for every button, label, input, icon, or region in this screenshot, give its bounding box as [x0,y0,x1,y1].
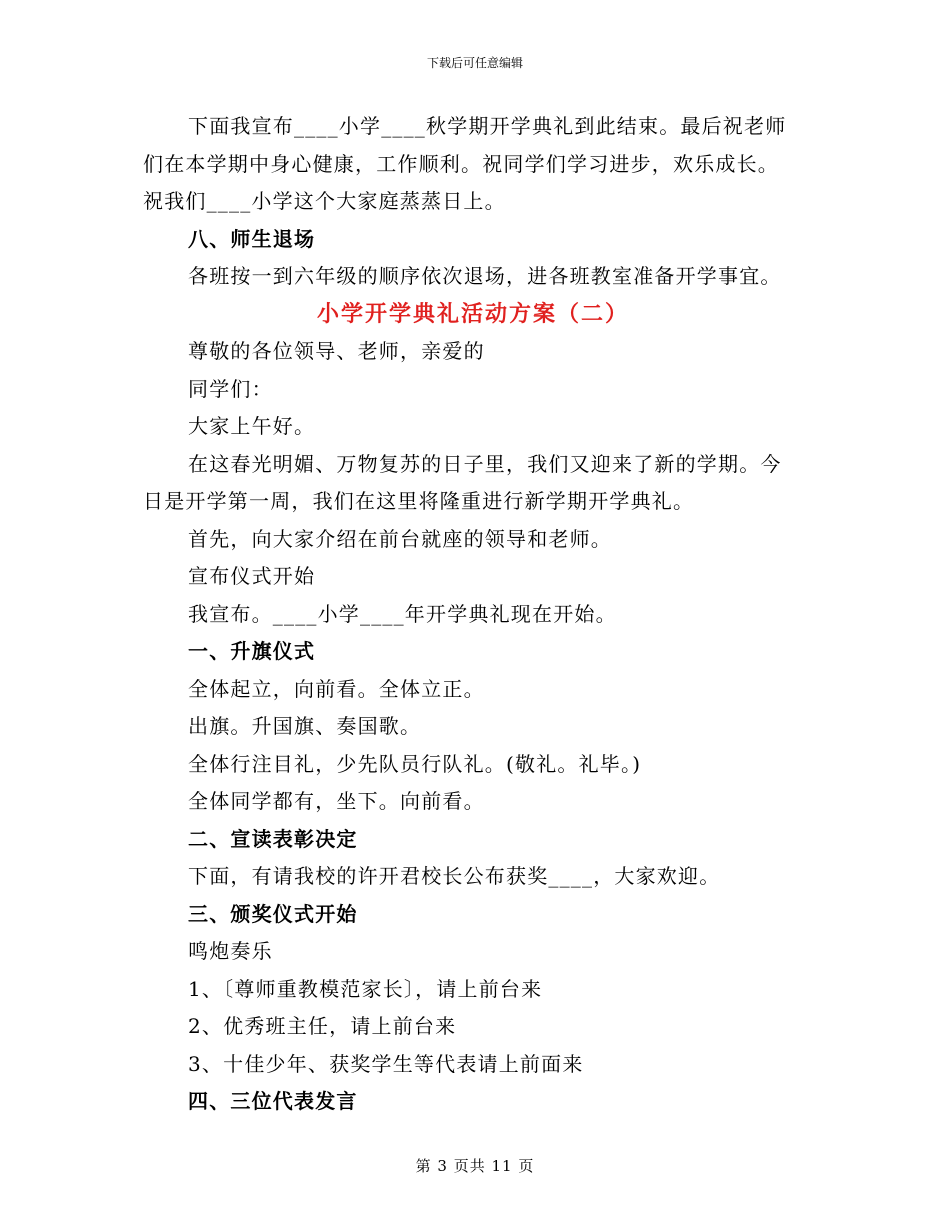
paragraph-line: 祝我们____小学这个大家庭蒸蒸日上。 [143,189,506,213]
section-heading: 八、师生退场 [188,226,316,251]
paragraph-line: 全体同学都有，坐下。向前看。 [188,789,485,813]
paragraph-line: 大家上午好。 [188,414,316,438]
paragraph-line: 全体起立，向前看。全体立正。 [188,676,485,701]
section-heading: 三、颁奖仪式开始 [188,901,358,926]
paragraph-line: 1、〔尊师重教模范家长〕，请上前台来 [188,976,543,1001]
paragraph-line: 宣布仪式开始 [188,564,316,588]
paragraph-line: 各班按一到六年级的顺序依次退场，进各班教室准备开学事宜。 [188,264,782,288]
paragraph-line: 日是开学第一周，我们在这里将隆重进行新学期开学典礼。 [143,489,695,513]
section-title: 小学开学典礼活动方案（二） [316,300,629,327]
page-footer: 第 3 页共 11 页 [415,1157,535,1175]
paragraph-line: 尊敬的各位领导、老师，亲爱的 [188,339,485,363]
section-heading: 二、宣读表彰决定 [188,826,358,851]
paragraph-line: 2、优秀班主任，请上前台来 [188,1014,457,1038]
header-note: 下载后可任意编辑 [426,56,523,70]
paragraph-line: 们在本学期中身心健康，工作顺利。祝同学们学习进步，欢乐成长。 [143,151,779,176]
paragraph-line: 鸣炮奏乐 [188,939,273,963]
paragraph-line: 3、十佳少年、获奖学生等代表请上前面来 [188,1051,584,1076]
section-heading: 四、三位代表发言 [188,1089,358,1113]
paragraph-line: 我宣布。____小学____年开学典礼现在开始。 [188,601,617,626]
paragraph-line: 在这春光明媚、万物复苏的日子里，我们又迎来了新的学期。今 [188,451,782,476]
paragraph-line: 出旗。升国旗、奏国歌。 [188,714,422,738]
section-heading: 一、升旗仪式 [188,639,316,663]
paragraph-line: 下面我宣布____小学____秋学期开学典礼到此结束。最后祝老师 [188,114,787,138]
paragraph-line: 下面，有请我校的许开君校长公布获奖____，大家欢迎。 [188,864,721,888]
paragraph-line: 首先，向大家介绍在前台就座的领导和老师。 [188,526,612,551]
document-body [143,108,803,1121]
paragraph-line: 全体行注目礼，少先队员行队礼。(敬礼。礼毕。) [188,751,642,776]
paragraph-line: 同学们： [188,376,273,401]
